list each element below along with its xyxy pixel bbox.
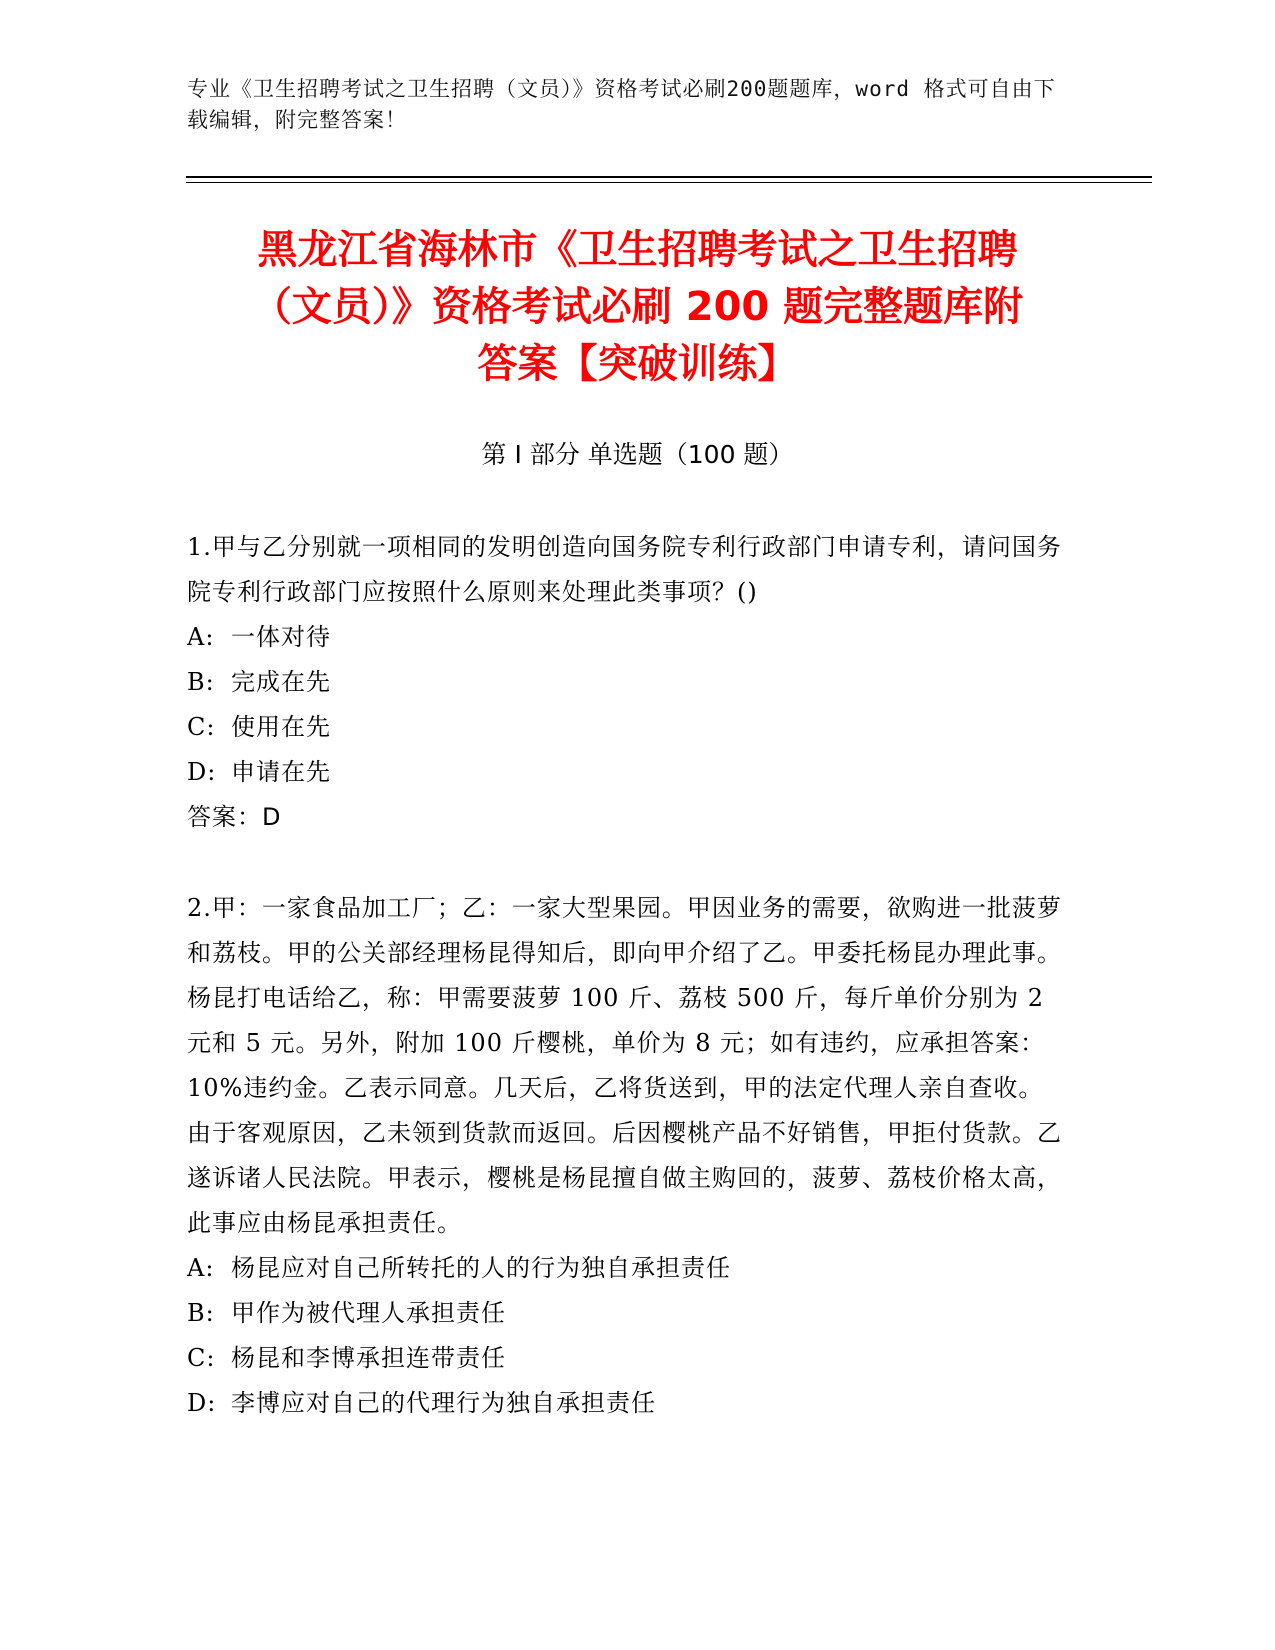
option-text: 甲作为被代理人承担责任: [231, 1299, 506, 1327]
title-line-3: 答案【突破训练】: [477, 341, 798, 387]
option-text: 李博应对自己的代理行为独自承担责任: [231, 1389, 656, 1417]
option-text: 完成在先: [231, 668, 331, 696]
question-text: 2.甲：一家食品加工厂；乙：一家大型果园。甲因业务的需要，欲购进一批菠萝和荔枝。甲的公关部经理杨昆得知后，即向甲介绍了乙。甲委托杨昆办理此事。杨昆打电话给乙，称：甲需要菠萝 100 斤、荔枝 500 斤，每斤单价分别为 2 元和 5 元。另外，附加 100 斤樱桃，单价为 8 元；如有违约，应承担答案：10%违约金。乙表示同意。几天后，乙将货送到，甲的法定代理人亲自查收。由于客观原因，乙未领到货款而返回。后因樱桃产品不好销售，甲拒付货款。乙遂诉诸人民法院。甲表示，樱桃是杨昆擅自做主购回的，菠萝、荔枝价格太高，此事应由杨昆承担责任。: [187, 894, 1062, 1237]
option-a: [187, 1246, 1067, 1291]
option-key: A:: [187, 623, 215, 651]
option-key: A:: [187, 1254, 215, 1282]
header-note: 专业《卫生招聘考试之卫生招聘（文员）》资格考试必刷200题题库，word 格式可自由下载编辑，附完整答案！: [187, 77, 1056, 132]
option-key: B:: [187, 668, 215, 696]
option-key: B:: [187, 1299, 215, 1327]
option-key: C:: [187, 1344, 216, 1372]
title-line-1: 黑龙江省海林市《卫生招聘考试之卫生招聘: [257, 227, 1018, 273]
option-text: 使用在先: [231, 713, 331, 741]
option-key: D:: [187, 758, 217, 786]
option-text: 申请在先: [231, 758, 331, 786]
option-key: C:: [187, 713, 216, 741]
option-d: [187, 1381, 1067, 1426]
answer-line: 答案：D: [187, 803, 282, 831]
option-b: [187, 660, 1067, 705]
option-c: [187, 705, 1067, 750]
question-text: 1.甲与乙分别就一项相同的发明创造向国务院专利行政部门申请专利，请问国务院专利行政部门应按照什么原则来处理此类事项？(): [187, 533, 1062, 606]
header-divider-thick: [186, 176, 1152, 178]
option-text: 杨昆应对自己所转托的人的行为独自承担责任: [231, 1254, 731, 1282]
document-title: [150, 222, 1125, 393]
question-1: [187, 525, 1067, 840]
question-2: [187, 886, 1067, 1426]
option-a: [187, 615, 1067, 660]
option-d: [187, 750, 1067, 795]
option-key: D:: [187, 1389, 217, 1417]
section-title: 第 I 部分 单选题（100 题）: [481, 440, 794, 469]
option-b: [187, 1291, 1067, 1336]
title-line-2: （文员）》资格考试必刷 200 题完整题库附: [251, 284, 1024, 330]
header-divider-thin: [186, 182, 1152, 183]
option-text: 一体对待: [231, 623, 331, 651]
option-text: 杨昆和李博承担连带责任: [231, 1344, 506, 1372]
option-c: [187, 1336, 1067, 1381]
